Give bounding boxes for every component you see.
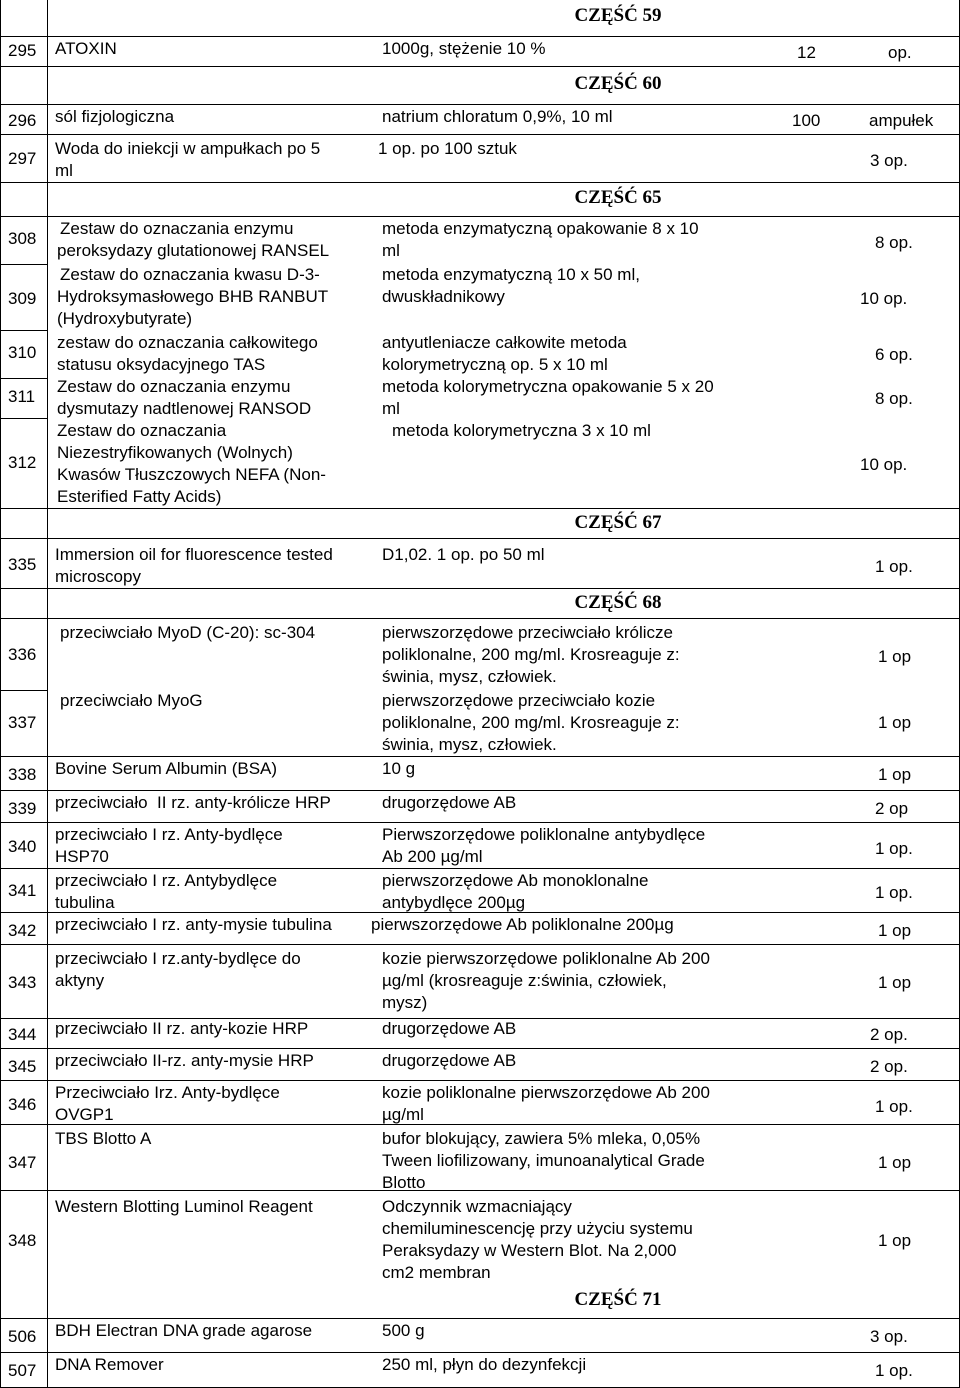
item-name-line: przeciwciało I rz. anty-mysie tubulina xyxy=(55,915,332,934)
item-name-line: DNA Remover xyxy=(55,1355,164,1374)
item-quantity: 3 op. xyxy=(870,1327,908,1346)
item-description-line: metoda kolorymetryczna 3 x 10 ml xyxy=(392,421,651,440)
row-number: 348 xyxy=(8,1231,37,1250)
row-divider xyxy=(0,1048,960,1049)
item-name-line: Zestaw do oznaczania enzymu xyxy=(57,377,291,396)
row-divider xyxy=(0,418,48,419)
item-name-line: przeciwciało MyoD (C-20): sc-304 xyxy=(60,623,316,642)
item-quantity: 8 op. xyxy=(875,389,913,408)
item-name-line: Bovine Serum Albumin (BSA) xyxy=(55,759,278,778)
item-name-line: Esterified Fatty Acids) xyxy=(57,487,222,506)
item-quantity: 2 op. xyxy=(870,1057,908,1076)
item-description-line: świnia, mysz, człowiek. xyxy=(382,735,557,754)
item-description-line: µg/ml xyxy=(382,1105,424,1124)
item-description-line: antyutleniacze całkowite metoda xyxy=(382,333,627,352)
row-divider xyxy=(0,790,960,791)
row-divider xyxy=(0,690,48,691)
row-divider xyxy=(0,330,48,331)
row-number: 507 xyxy=(8,1361,37,1380)
item-name-line: Immersion oil for fluorescence tested xyxy=(55,545,333,564)
item-description-line: Blotto xyxy=(382,1173,426,1192)
row-divider xyxy=(0,944,960,945)
row-divider xyxy=(0,1080,960,1081)
item-description-line: bufor blokujący, zawiera 5% mleka, 0,05% xyxy=(382,1129,701,1148)
item-description-line: drugorzędowe AB xyxy=(382,1051,517,1070)
row-number: 343 xyxy=(8,973,37,992)
item-quantity: 1 op. xyxy=(875,883,913,902)
row-divider xyxy=(0,508,960,509)
row-divider xyxy=(0,104,960,105)
section-heading: CZĘŚĆ 71 xyxy=(574,1289,662,1310)
item-description-line: cm2 membran xyxy=(382,1263,491,1282)
row-number: 346 xyxy=(8,1095,37,1114)
item-description-line: kozie poliklonalne pierwszorzędowe Ab 200 xyxy=(382,1083,710,1102)
row-divider xyxy=(0,756,960,757)
item-name-line: TBS Blotto A xyxy=(55,1129,152,1148)
item-unit: ampułek xyxy=(869,111,934,130)
item-quantity: 1 op. xyxy=(875,557,913,576)
row-divider xyxy=(0,868,960,869)
row-number: 297 xyxy=(8,149,37,168)
item-name-line: Hydroksymasłowego BHB RANBUT xyxy=(57,287,329,306)
item-description-line: Peraksydazy w Western Blot. Na 2,000 xyxy=(382,1241,677,1260)
row-divider xyxy=(0,618,960,619)
row-number: 347 xyxy=(8,1153,37,1172)
item-name: sól fizjologiczna xyxy=(55,107,175,126)
item-name: ATOXIN xyxy=(55,39,117,58)
item-name-line: ml xyxy=(55,161,73,180)
row-divider xyxy=(0,216,960,217)
item-name-line: Kwasów Tłuszczowych NEFA (Non- xyxy=(57,465,326,484)
row-number: 308 xyxy=(8,229,37,248)
item-description-line: drugorzędowe AB xyxy=(382,793,517,812)
row-number: 312 xyxy=(8,453,37,472)
item-name-line: (Hydroxybutyrate) xyxy=(57,309,193,328)
item-name-line: przeciwciało I rz.anty-bydlęce do xyxy=(55,949,301,968)
item-description-line: ml xyxy=(382,399,400,418)
item-description-line: 250 ml, płyn do dezynfekcji xyxy=(382,1355,587,1374)
row-number: 311 xyxy=(8,387,36,406)
item-name-line: peroksydazy glutationowej RANSEL xyxy=(57,241,330,260)
item-description-line: Odczynnik wzmacniający xyxy=(382,1197,572,1216)
item-name-line: HSP70 xyxy=(55,847,109,866)
row-number: 296 xyxy=(8,111,37,130)
item-name-line: przeciwciało MyoG xyxy=(60,691,203,710)
item-name-line: przeciwciało II-rz. anty-mysie HRP xyxy=(55,1051,314,1070)
item-description-line: kozie pierwszorzędowe poliklonalne Ab 200 xyxy=(382,949,710,968)
item-name-line: przeciwciało I rz. Anty-bydlęce xyxy=(55,825,283,844)
item-description-line: pierwszorzędowe Ab poliklonalne 200µg xyxy=(371,915,674,934)
item-unit: op. xyxy=(888,43,912,62)
item-name-line: statusu oksydacyjnego TAS xyxy=(57,355,266,374)
item-name-line: Zestaw do oznaczania kwasu D-3- xyxy=(60,265,320,284)
item-quantity: 8 op. xyxy=(875,233,913,252)
item-description-line: D1,02. 1 op. po 50 ml xyxy=(382,545,545,564)
item-name-line: aktyny xyxy=(55,971,105,990)
item-description-line: ml xyxy=(382,241,400,260)
item-description-line: 10 g xyxy=(382,759,416,778)
item-description-line: metoda enzymatyczną 10 x 50 ml, xyxy=(382,265,640,284)
section-heading: CZĘŚĆ 59 xyxy=(574,5,662,26)
item-name-line: Zestaw do oznaczania enzymu xyxy=(60,219,294,238)
row-number: 339 xyxy=(8,799,37,818)
item-description-line: kolorymetryczną op. 5 x 10 ml xyxy=(382,355,608,374)
item-quantity: 10 op. xyxy=(860,455,908,474)
item-description-line: µg/ml (krosreaguje z:świnia, człowiek, xyxy=(382,971,667,990)
item-name-line: zestaw do oznaczania całkowitego xyxy=(57,333,318,352)
item-description-line: Tween liofilizowany, imunoanalytical Grade xyxy=(382,1151,705,1170)
row-divider xyxy=(0,1190,960,1191)
item-description-line: metoda kolorymetryczna opakowanie 5 x 20 xyxy=(382,377,714,396)
item-quantity: 2 op xyxy=(875,799,909,818)
item-quantity: 1 op. xyxy=(875,1097,913,1116)
row-divider xyxy=(0,378,48,379)
item-description-line: pierwszorzędowe przeciwciało kozie xyxy=(382,691,656,710)
item-quantity: 1 op xyxy=(878,765,912,784)
item-name-line: Niezestryfikowanych (Wolnych) xyxy=(57,443,293,462)
item-name-line: OVGP1 xyxy=(55,1105,114,1124)
item-name-line: Zestaw do oznaczania xyxy=(57,421,227,440)
row-divider xyxy=(0,822,960,823)
item-quantity: 1 op xyxy=(878,973,912,992)
item-description-line: 500 g xyxy=(382,1321,425,1340)
row-number: 341 xyxy=(8,881,37,900)
row-number: 345 xyxy=(8,1057,37,1076)
item-quantity: 1 op. xyxy=(875,1361,913,1380)
item-quantity: 12 xyxy=(797,43,816,62)
row-divider xyxy=(0,36,960,37)
row-divider xyxy=(0,1318,960,1319)
item-quantity: 10 op. xyxy=(860,289,908,308)
item-name-line: Woda do iniekcji w ampułkach po 5 xyxy=(55,139,321,158)
section-heading: CZĘŚĆ 60 xyxy=(574,73,662,94)
row-number: 344 xyxy=(8,1025,37,1044)
item-name-line: przeciwciało II rz. anty-kozie HRP xyxy=(55,1019,309,1038)
item-quantity: 2 op. xyxy=(870,1025,908,1044)
item-quantity: 1 op xyxy=(878,1153,912,1172)
row-number: 506 xyxy=(8,1327,37,1346)
item-description-line: poliklonalne, 200 mg/ml. Krosreaguje z: xyxy=(382,645,680,664)
row-number: 335 xyxy=(8,555,37,574)
item-description-line: dwuskładnikowy xyxy=(382,287,505,306)
section-heading: CZĘŚĆ 67 xyxy=(574,512,662,533)
row-number: 310 xyxy=(8,343,37,362)
item-name-line: Przeciwciało Irz. Anty-bydlęce xyxy=(55,1083,280,1102)
row-number: 295 xyxy=(8,41,37,60)
item-description-line: pierwszorzędowe przeciwciało królicze xyxy=(382,623,673,642)
item-name-line: dysmutazy nadtlenowej RANSOD xyxy=(57,399,312,418)
item-quantity: 1 op. xyxy=(875,839,913,858)
row-divider xyxy=(0,264,48,265)
item-description: 1000g, stężenie 10 % xyxy=(382,39,546,58)
row-number: 342 xyxy=(8,921,37,940)
row-number: 336 xyxy=(8,645,37,664)
item-description-line: poliklonalne, 200 mg/ml. Krosreaguje z: xyxy=(382,713,680,732)
item-description-line: antybydlęce 200µg xyxy=(382,893,526,912)
item-description-line: pierwszorzędowe Ab monoklonalne xyxy=(382,871,649,890)
item-quantity: 1 op xyxy=(878,713,912,732)
row-number: 338 xyxy=(8,765,37,784)
item-quantity: 100 xyxy=(792,111,821,130)
row-divider xyxy=(0,1124,960,1125)
item-quantity: 1 op xyxy=(878,647,912,666)
item-description-line: świnia, mysz, człowiek. xyxy=(382,667,557,686)
row-number: 309 xyxy=(8,289,37,308)
item-description: 1 op. po 100 sztuk xyxy=(378,139,517,158)
item-description-line: mysz) xyxy=(382,993,428,1012)
item-quantity: 3 op. xyxy=(870,151,908,170)
section-heading: CZĘŚĆ 65 xyxy=(574,187,662,208)
item-name-line: przeciwciało II rz. anty-królicze HRP xyxy=(55,793,331,812)
row-number: 340 xyxy=(8,837,37,856)
item-quantity: 6 op. xyxy=(875,345,913,364)
item-name-line: BDH Electran DNA grade agarose xyxy=(55,1321,313,1340)
item-description-line: drugorzędowe AB xyxy=(382,1019,517,1038)
row-divider xyxy=(0,134,960,135)
row-divider xyxy=(0,1352,960,1353)
section-heading: CZĘŚĆ 68 xyxy=(574,592,662,613)
row-divider xyxy=(0,588,960,589)
row-divider xyxy=(0,66,960,67)
item-name-line: Western Blotting Luminol Reagent xyxy=(55,1197,313,1216)
row-divider xyxy=(0,182,960,183)
item-description-line: metoda enzymatyczną opakowanie 8 x 10 xyxy=(382,219,699,238)
row-divider xyxy=(0,538,960,539)
item-quantity: 1 op xyxy=(878,1231,912,1250)
item-name-line: przeciwciało I rz. Antybydlęce xyxy=(55,871,278,890)
item-name-line: microscopy xyxy=(55,567,141,586)
item-description-line: Pierwszorzędowe poliklonalne antybydlęce xyxy=(382,825,706,844)
item-quantity: 1 op xyxy=(878,921,912,940)
item-name-line: tubulina xyxy=(55,893,115,912)
item-description: natrium chloratum 0,9%, 10 ml xyxy=(382,107,613,126)
row-number: 337 xyxy=(8,713,37,732)
item-description-line: Ab 200 µg/ml xyxy=(382,847,483,866)
item-description-line: chemiluminescencję przy użyciu systemu xyxy=(382,1219,693,1238)
